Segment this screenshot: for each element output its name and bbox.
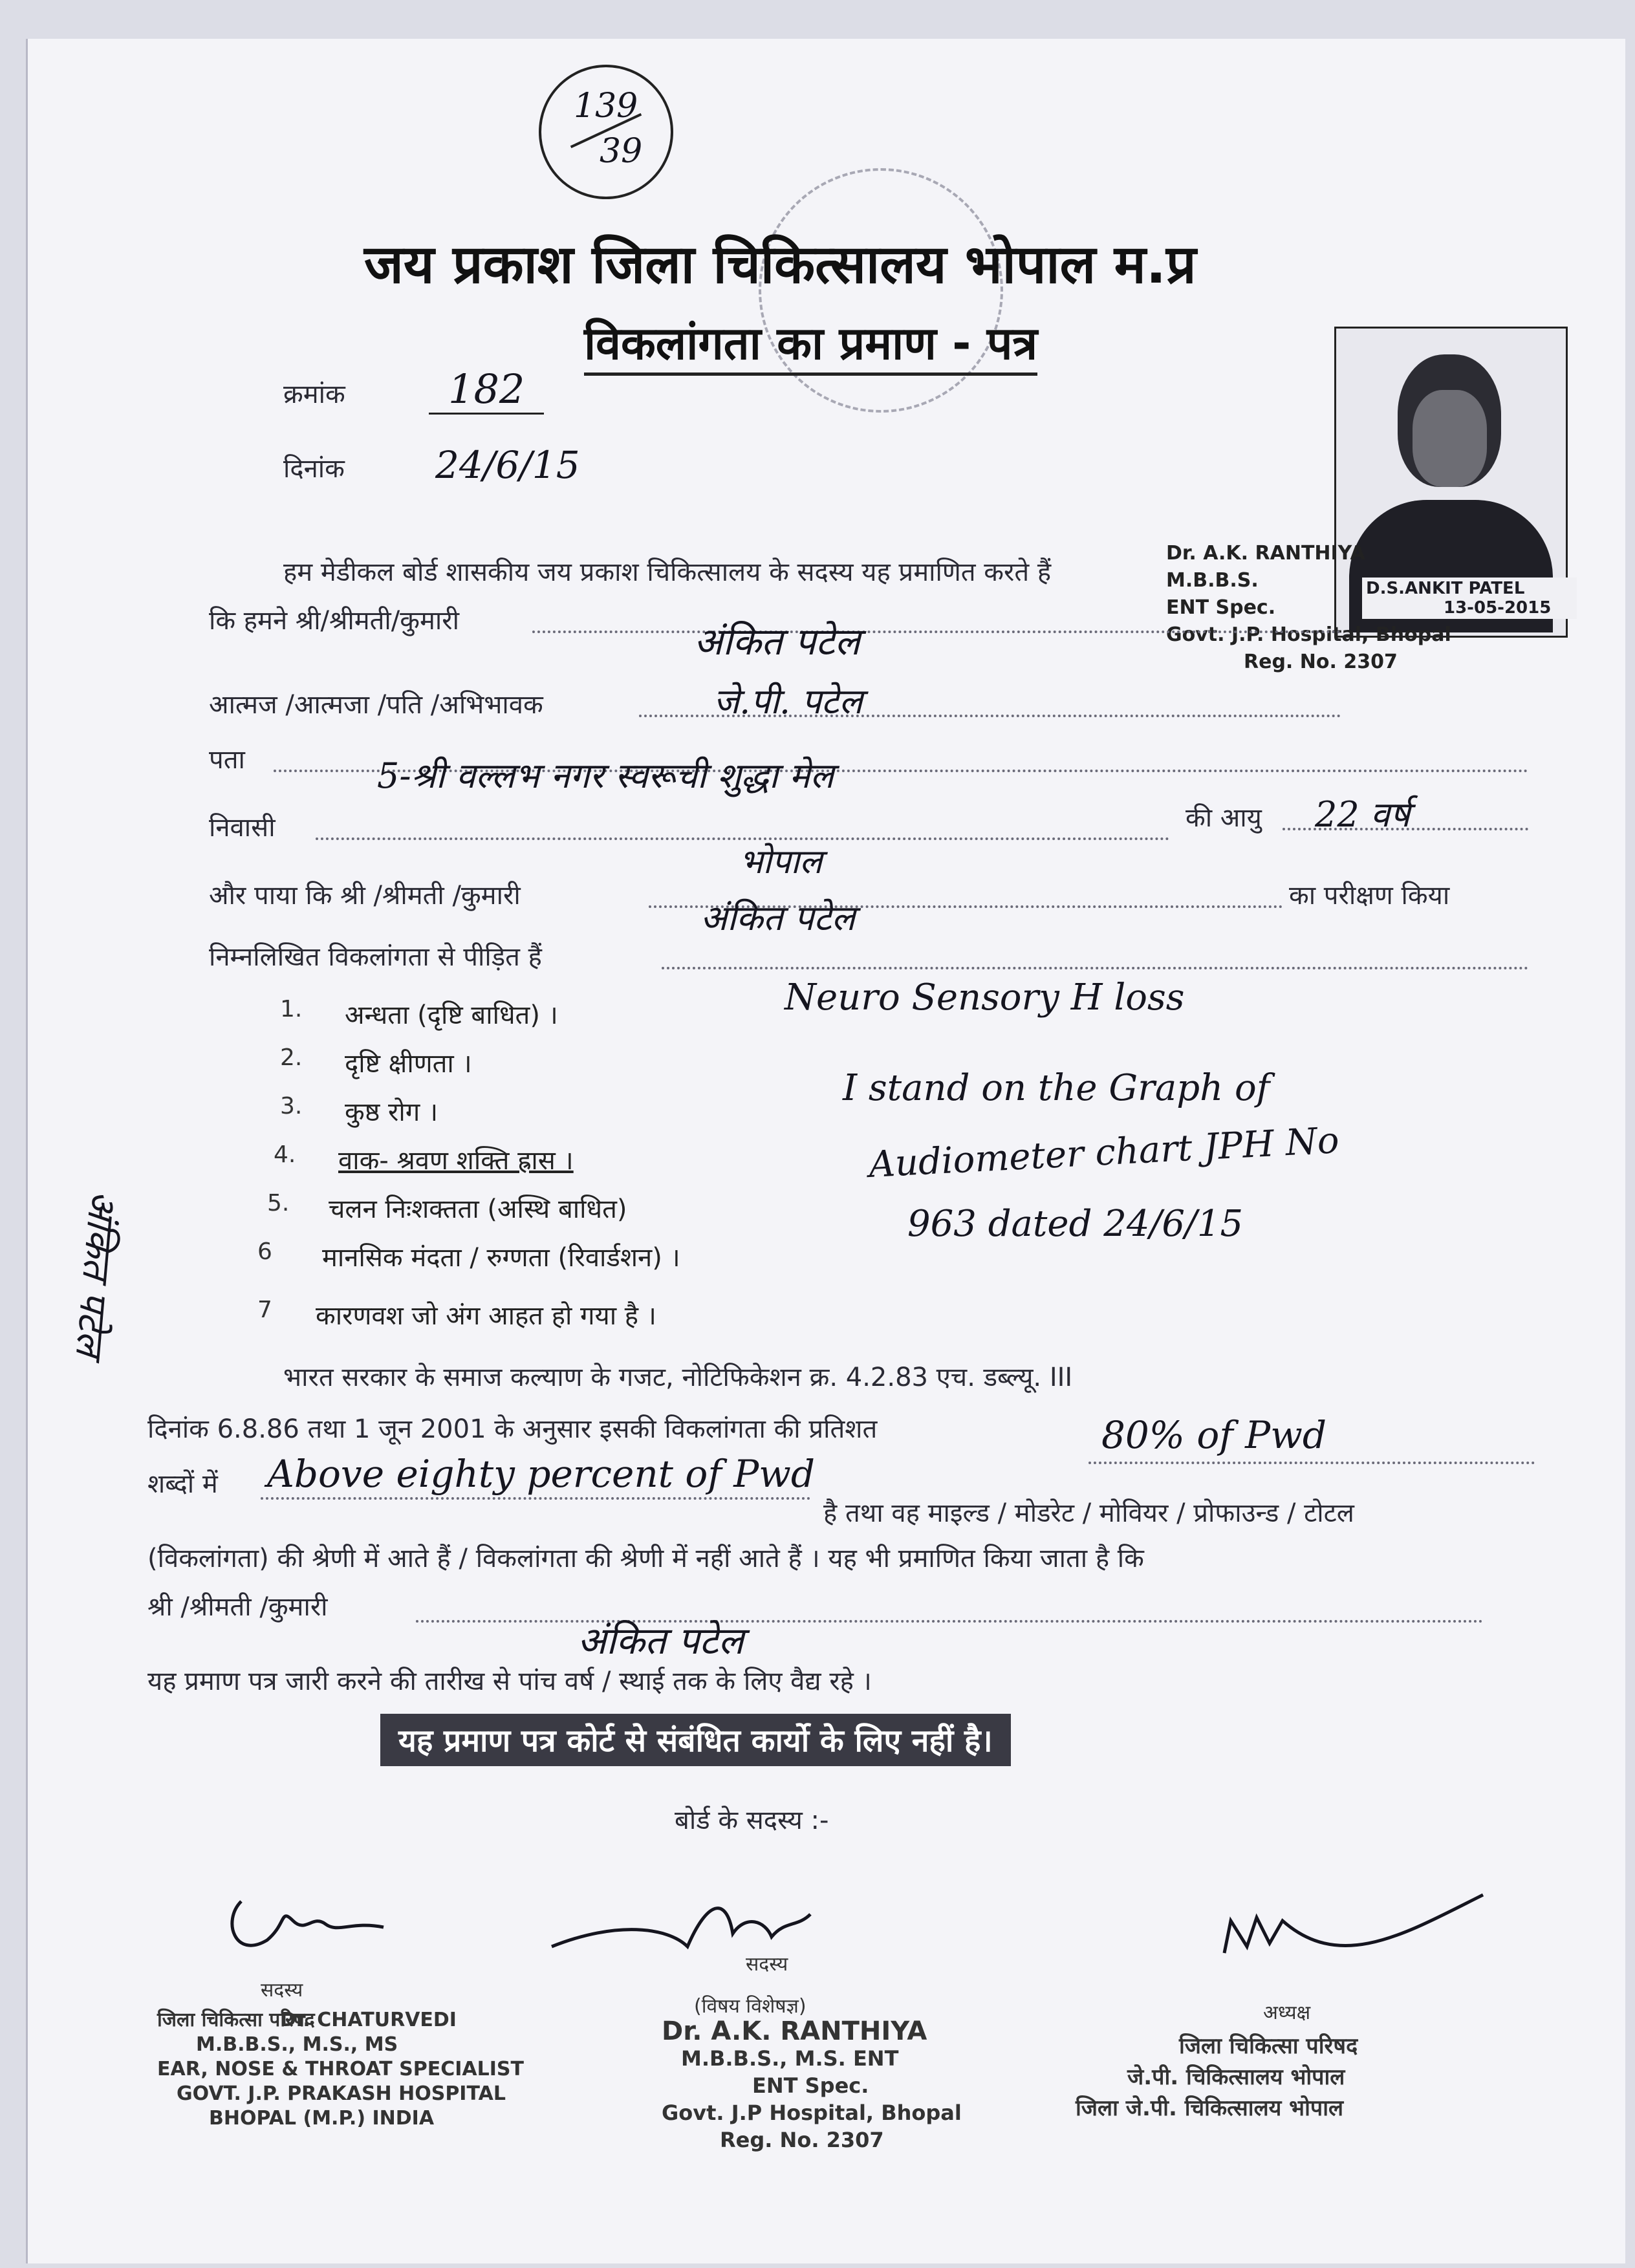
disability-5-num: 5.: [267, 1190, 290, 1216]
right-stamp-1: जिला चिकित्सा परिषद: [1179, 2033, 1358, 2059]
right-member-role: अध्यक्ष: [1263, 2002, 1311, 2024]
disability-4-num: 4.: [274, 1141, 296, 1168]
board-members-label: बोर्ड के सदस्य :-: [675, 1806, 829, 1835]
gazette-line-5-value: अंकित पटेल: [578, 1619, 744, 1663]
words-value: Above eighty percent of Pwd: [267, 1452, 816, 1496]
file-number-circle: [539, 65, 673, 199]
serial-label: क्रमांक: [283, 380, 345, 409]
name-label: कि हमने श्री/श्रीमती/कुमारी: [209, 606, 459, 636]
gazette-line-6: यह प्रमाण पत्र जारी करने की तारीख से पांच वर्ष / स्थाई तक के लिए वैद्य रहे ।: [147, 1667, 872, 1696]
age-value: 22 वर्ष: [1315, 794, 1411, 835]
guardian-label: आत्मज /आत्मजा /पति /अभिभावक: [209, 690, 543, 720]
disability-6-text: मानसिक मंदता / रुग्णता (रिवार्डशन) ।: [322, 1243, 680, 1273]
margin-name-note: अंकित पटेल: [67, 1189, 126, 1359]
diagnosis-note-3: 963 dated 24/6/15: [907, 1203, 1244, 1245]
middle-member-sub: (विषय विशेषज्ञ): [694, 1995, 807, 2018]
diagnosis-note-1: I stand on the Graph of: [843, 1067, 1270, 1109]
guardian-value: जे.पी. पटेल: [713, 681, 863, 722]
suffer-dots: [662, 967, 1528, 969]
gazette-line-4: (विकलांगता) की श्रेणी में आते हैं / विकलांगता की श्रेणी में नहीं आते हैं । यह भी प्रमाणित किया जाता है कि: [147, 1544, 1144, 1573]
disability-5-text: चलन निःशक्तता (अस्थि बाधित): [329, 1194, 627, 1224]
disability-6-num: 6: [257, 1238, 272, 1265]
found-value: अंकित पटेल: [700, 898, 856, 938]
photo-caption-date: 13-05-2015: [1444, 598, 1552, 618]
photo-face: [1413, 390, 1487, 487]
right-stamp-3: जिला जे.पी. चिकित्सालय भोपाल: [1076, 2095, 1344, 2121]
file-number-top: 139: [574, 87, 638, 125]
middle-stamp-5: Reg. No. 2307: [720, 2128, 884, 2152]
disability-3-text: कुष्ठ रोग ।: [345, 1097, 439, 1127]
doctor-stamp-photo: [1166, 540, 1451, 676]
middle-stamp-2: M.B.B.S., M.S. ENT: [681, 2046, 899, 2071]
middle-member-stamp: [662, 2018, 962, 2154]
gazette-line-2: दिनांक 6.8.86 तथा 1 जून 2001 के अनुसार इसकी विकलांगता की प्रतिशत: [147, 1414, 878, 1444]
right-member-stamp: [1076, 2031, 1358, 2124]
name-value: अंकित पटेल: [694, 620, 860, 664]
left-stamp-2: Dr. CHATURVEDI: [280, 2009, 457, 2031]
certificate-sheet: [26, 39, 1625, 2263]
left-stamp-6: BHOPAL (M.P.) INDIA: [209, 2107, 435, 2130]
left-member-stamp: [157, 2008, 524, 2131]
doctor-stamp-photo-line3: ENT Spec.: [1166, 596, 1276, 619]
found-label: और पाया कि श्री /श्रीमती /कुमारी: [209, 881, 521, 911]
doctor-stamp-photo-line2: M.B.B.S.: [1166, 569, 1259, 592]
resident-label: निवासी: [209, 813, 276, 843]
date-value: 24/6/15: [435, 443, 580, 487]
middle-stamp-1: Dr. A.K. RANTHIYA: [662, 2016, 927, 2046]
age-label: की आयु: [1186, 803, 1262, 833]
gazette-line-5-label: श्री /श्रीमती /कुमारी: [147, 1592, 328, 1622]
percent-dots: [1088, 1462, 1535, 1464]
left-stamp-4: EAR, NOSE & THROAT SPECIALIST: [157, 2058, 524, 2080]
resident-value: भोपाल: [739, 843, 823, 881]
disability-1-text: अन्धता (दृष्टि बाधित) ।: [345, 1000, 558, 1030]
name-dots: [532, 631, 1341, 633]
gazette-line-1: भारत सरकार के समाज कल्याण के गजट, नोटिफिकेशन क्र. 4.2.83 एच. डब्ल्यू. III: [283, 1363, 1073, 1392]
disability-7-num: 7: [257, 1297, 272, 1323]
file-number-bottom: 39: [600, 132, 643, 171]
middle-member-role: सदस्य: [746, 1953, 788, 1976]
disability-4-text: वाक- श्रवण शक्ति ह्रास ।: [338, 1146, 574, 1176]
disability-7-text: कारणवश जो अंग आहत हो गया है ।: [316, 1301, 656, 1331]
left-member-role: सदस्य: [261, 1979, 303, 2002]
doctor-stamp-photo-reg: Reg. No. 2307: [1244, 651, 1398, 673]
disability-1-num: 1.: [280, 996, 303, 1022]
diagnosis-text: Neuro Sensory H loss: [785, 977, 1185, 1019]
intro-text: हम मेडीकल बोर्ड शासकीय जय प्रकाश चिकित्सालय के सदस्य यह प्रमाणित करते हैं: [283, 557, 1052, 587]
signature-right: [1211, 1882, 1496, 1992]
address-label: पता: [209, 745, 245, 775]
disability-2-text: दृष्टि क्षीणता ।: [345, 1049, 472, 1079]
signature-left: [215, 1863, 429, 1972]
middle-stamp-3: ENT Spec.: [752, 2073, 869, 2098]
middle-stamp-4: Govt. J.P Hospital, Bhopal: [662, 2101, 962, 2125]
hospital-title: जय प्रकाश जिला चिकित्सालय भोपाल म.प्र: [364, 234, 1196, 296]
gazette-line-3-tail: है तथा वह माइल्ड / मोडरेट / मोवियर / प्रोफाउन्ड / टोटल: [823, 1498, 1354, 1528]
diagnosis-note-2: Audiometer chart JPH No: [867, 1119, 1341, 1187]
doctor-stamp-photo-line1: Dr. A.K. RANTHIYA: [1166, 542, 1365, 565]
line5-dots: [416, 1620, 1483, 1623]
doctor-stamp-photo-line4: Govt. J.P. Hospital, Bhopal: [1166, 623, 1451, 646]
words-dots: [261, 1497, 810, 1500]
serial-value: 182: [429, 365, 544, 415]
left-stamp-5: GOVT. J.P. PRAKASH HOSPITAL: [177, 2082, 506, 2105]
disability-3-num: 3.: [280, 1093, 303, 1119]
court-disclaimer-banner: यह प्रमाण पत्र कोर्ट से संबंधित कार्यो के लिए नहीं है।: [380, 1714, 1011, 1766]
disability-percent: 80% of Pwd: [1101, 1413, 1326, 1457]
certificate-title: विकलांगता का प्रमाण - पत्र: [584, 310, 1037, 376]
photo-caption-name: D.S.ANKIT PATEL: [1366, 579, 1525, 598]
left-stamp-3: M.B.B.S., M.S., MS: [196, 2033, 398, 2056]
left-stamp-1: जिला चिकित्सा परिषद: [157, 2009, 315, 2031]
words-label: शब्दों में: [147, 1469, 218, 1499]
right-stamp-2: जे.पी. चिकित्सालय भोपाल: [1127, 2064, 1345, 2090]
suffer-label: निम्नलिखित विकलांगता से पीड़ित हैं: [209, 942, 542, 972]
exam-label: का परीक्षण किया: [1289, 881, 1450, 911]
signature-middle: [539, 1875, 875, 1992]
address-value: 5-श्री वल्लभ नगर स्वरूची शुद्धा मेल: [377, 755, 834, 796]
disability-2-num: 2.: [280, 1044, 303, 1071]
date-label: दिनांक: [283, 454, 345, 484]
